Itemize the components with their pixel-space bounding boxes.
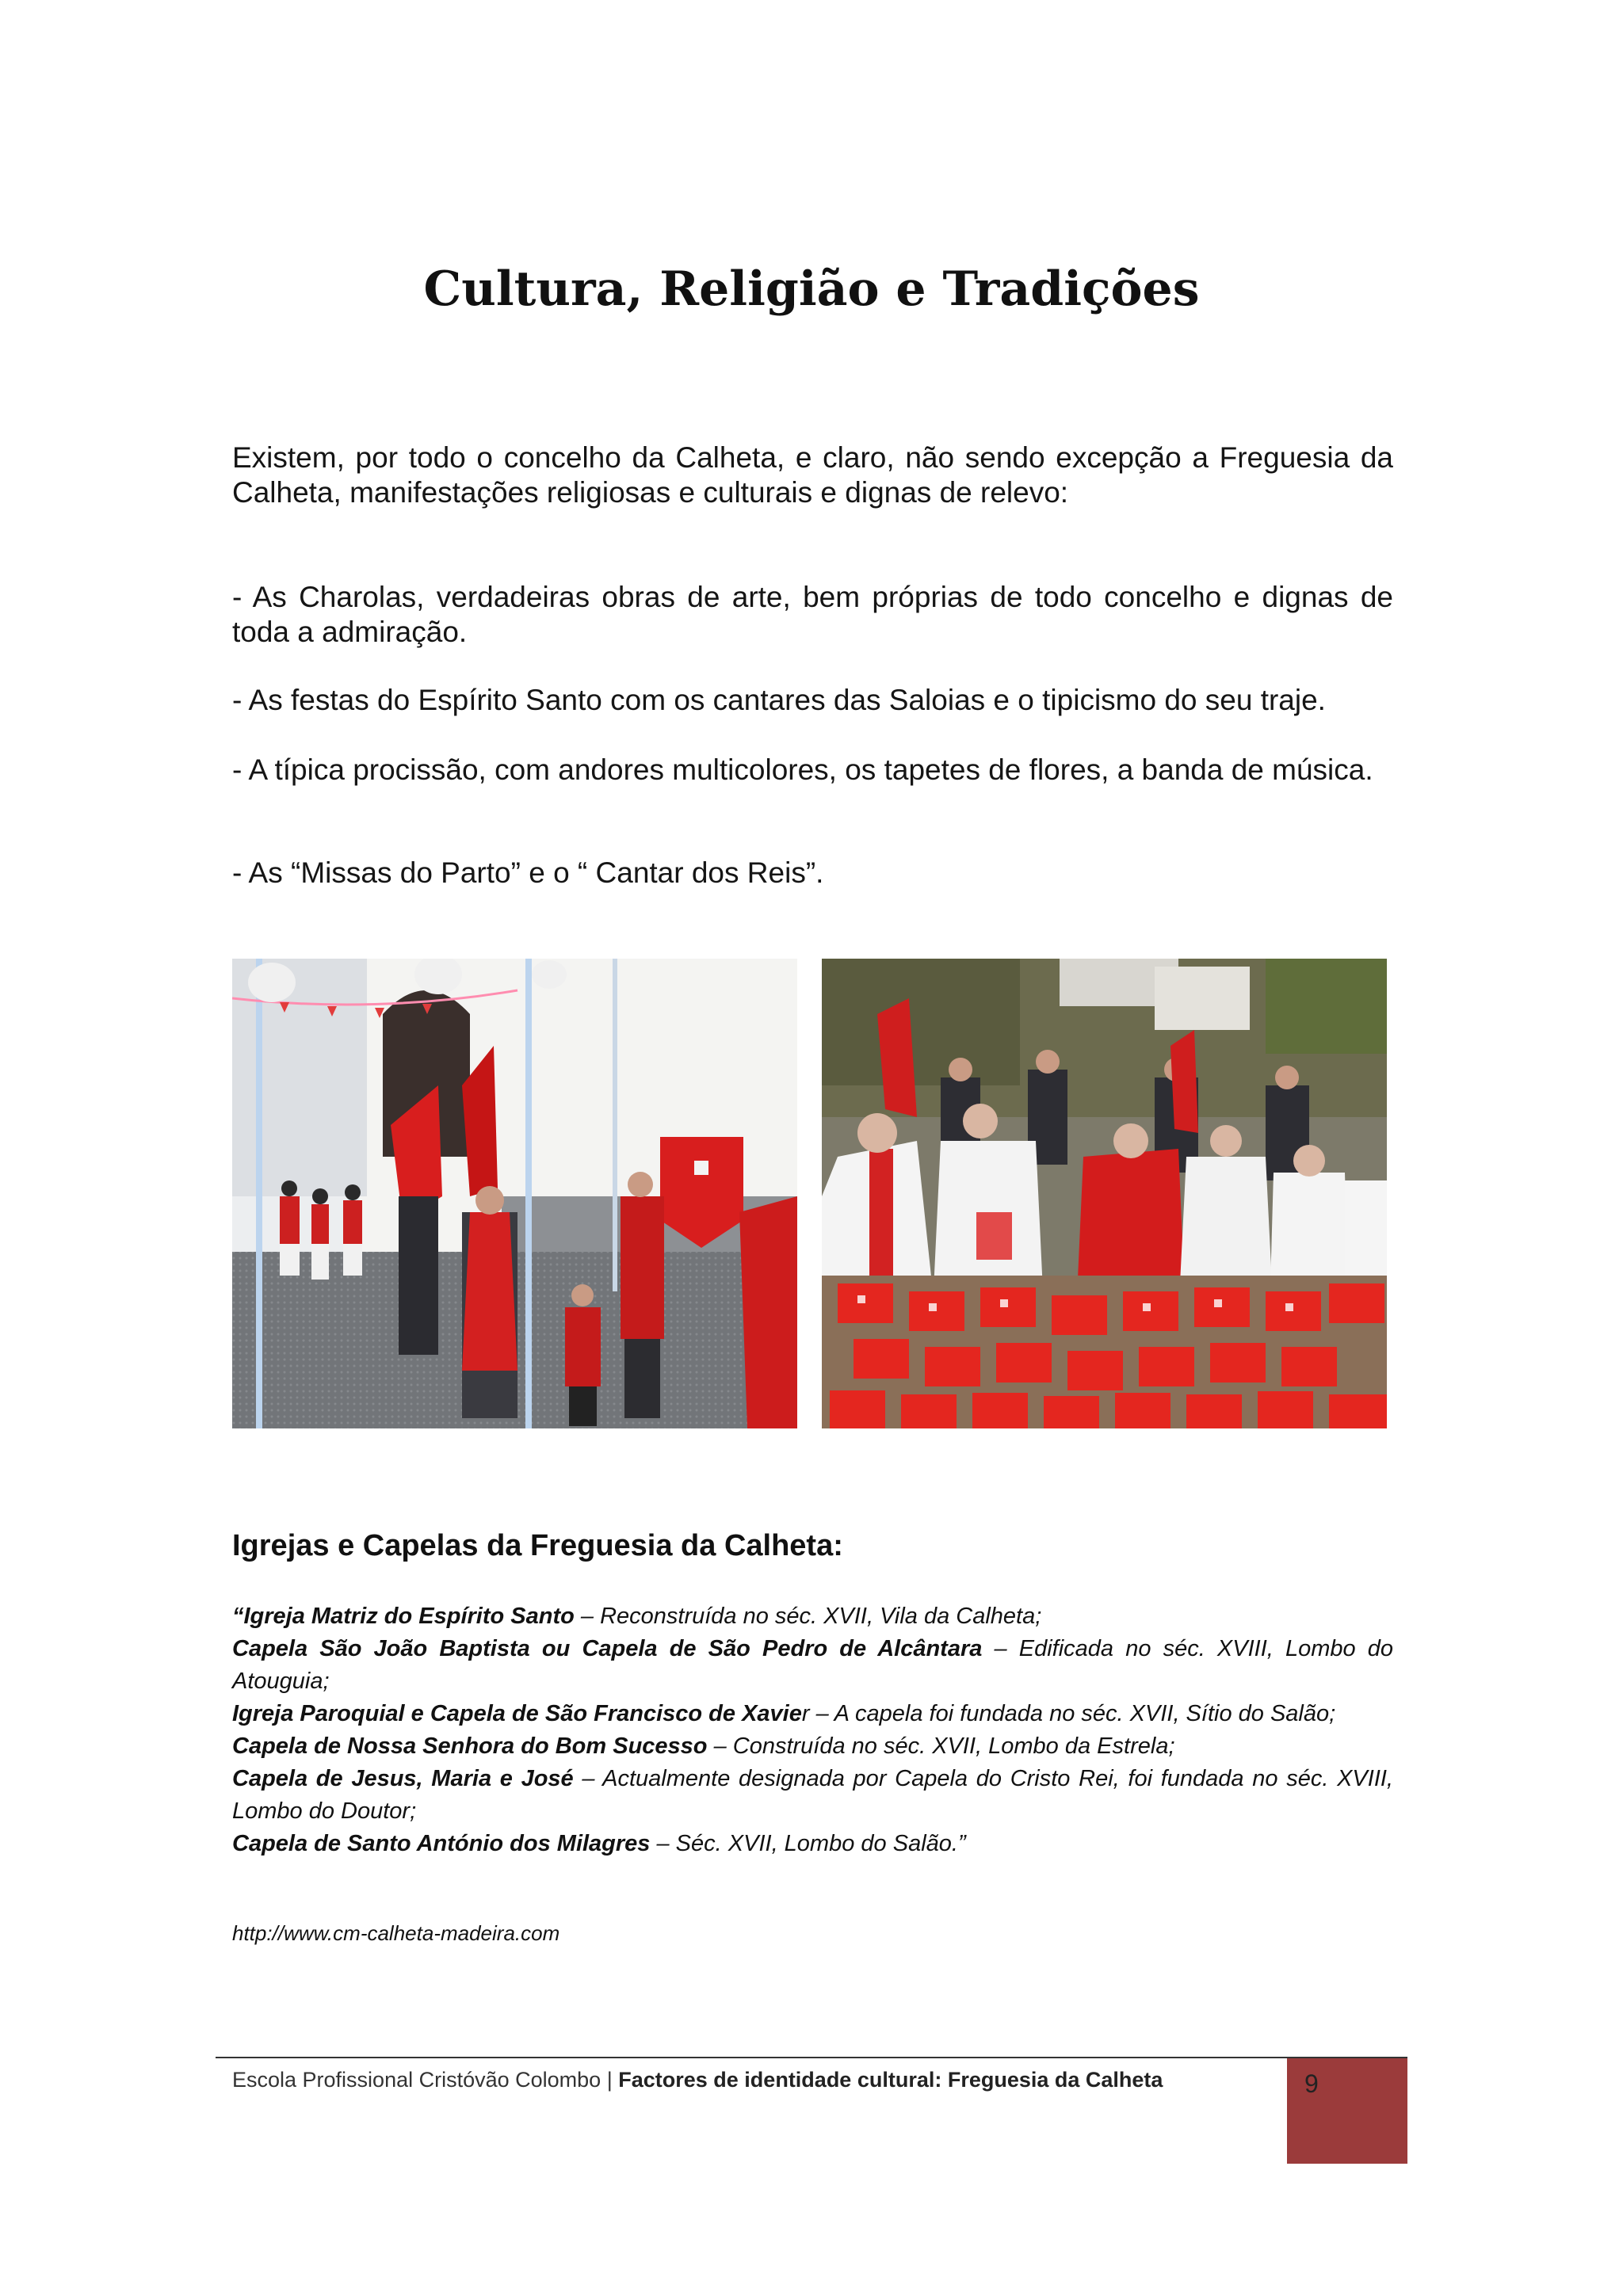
church-name: “Igreja Matriz do Espírito Santo: [232, 1604, 575, 1629]
church-name: Capela São João Baptista ou Capela de São Pedro de Alcântara: [232, 1636, 983, 1661]
church-description: – Reconstruída no séc. XVII, Vila da Calheta;: [574, 1604, 1042, 1629]
footer-doc-title: Factores de identidade cultural: Freguesia da Calheta: [618, 2068, 1163, 2092]
church-name: Capela de Jesus, Maria e José: [232, 1766, 574, 1791]
church-description: r – A capela foi fundada no séc. XVII, Sítio do Salão;: [801, 1701, 1336, 1726]
bullet-espirito-santo: - As festas do Espírito Santo com os cantares das Saloias e o tipicismo do seu traje.: [232, 684, 1326, 716]
bullet-missas: - As “Missas do Parto” e o “ Cantar dos Reis”.: [232, 856, 824, 889]
church-name: Capela de Santo António dos Milagres: [232, 1831, 651, 1856]
churches-heading: Igrejas e Capelas da Freguesia da Calheta:: [232, 1529, 843, 1562]
bullet-charolas: - As Charolas, verdadeiras obras de arte, bem próprias de todo concelho e dignas de toda a admiração.: [232, 581, 1393, 648]
church-entry: [232, 1698, 1393, 1730]
footer-separator: |: [606, 2068, 613, 2092]
church-entry: [232, 1633, 1393, 1698]
intro-paragraph: Existem, por todo o concelho da Calheta, e claro, não sendo excepção a Freguesia da Calheta, manifestações religiosas e culturais e dignas de relevo:: [232, 441, 1393, 509]
church-entry: [232, 1763, 1393, 1828]
page-number-box: [1287, 2058, 1407, 2164]
bullet-procissao: - A típica procissão, com andores multicolores, os tapetes de flores, a banda de música.: [232, 753, 1373, 786]
procession-photo: [232, 959, 797, 1428]
church-entry: [232, 1828, 1393, 1860]
church-name: Igreja Paroquial e Capela de São Francisco de Xavie: [232, 1701, 802, 1726]
church-description: – Construída no séc. XVII, Lombo da Estrela;: [707, 1733, 1175, 1759]
church-entry: [232, 1600, 1393, 1633]
footer: [232, 2068, 1163, 2092]
clergy-photo: [822, 959, 1387, 1428]
page-title: Cultura, Religião e Tradições: [423, 261, 1200, 317]
church-entry: [232, 1730, 1393, 1763]
footer-divider: [216, 2057, 1407, 2058]
church-description: – Séc. XVII, Lombo do Salão.”: [650, 1831, 966, 1856]
church-description: – Edificada no séc. XVIII, Lombo do Atouguia;: [232, 1636, 1393, 1694]
page-number: 9: [1304, 2069, 1319, 2098]
footer-school: Escola Profissional Cristóvão Colombo: [232, 2068, 601, 2092]
source-link[interactable]: http://www.cm-calheta-madeira.com: [232, 1921, 560, 1945]
church-name: Capela de Nossa Senhora do Bom Sucesso: [232, 1733, 708, 1759]
church-description: – Actualmente designada por Capela do Cristo Rei, foi fundada no séc. XVIII, Lombo do Doutor;: [232, 1766, 1393, 1824]
churches-list: [232, 1600, 1393, 1860]
